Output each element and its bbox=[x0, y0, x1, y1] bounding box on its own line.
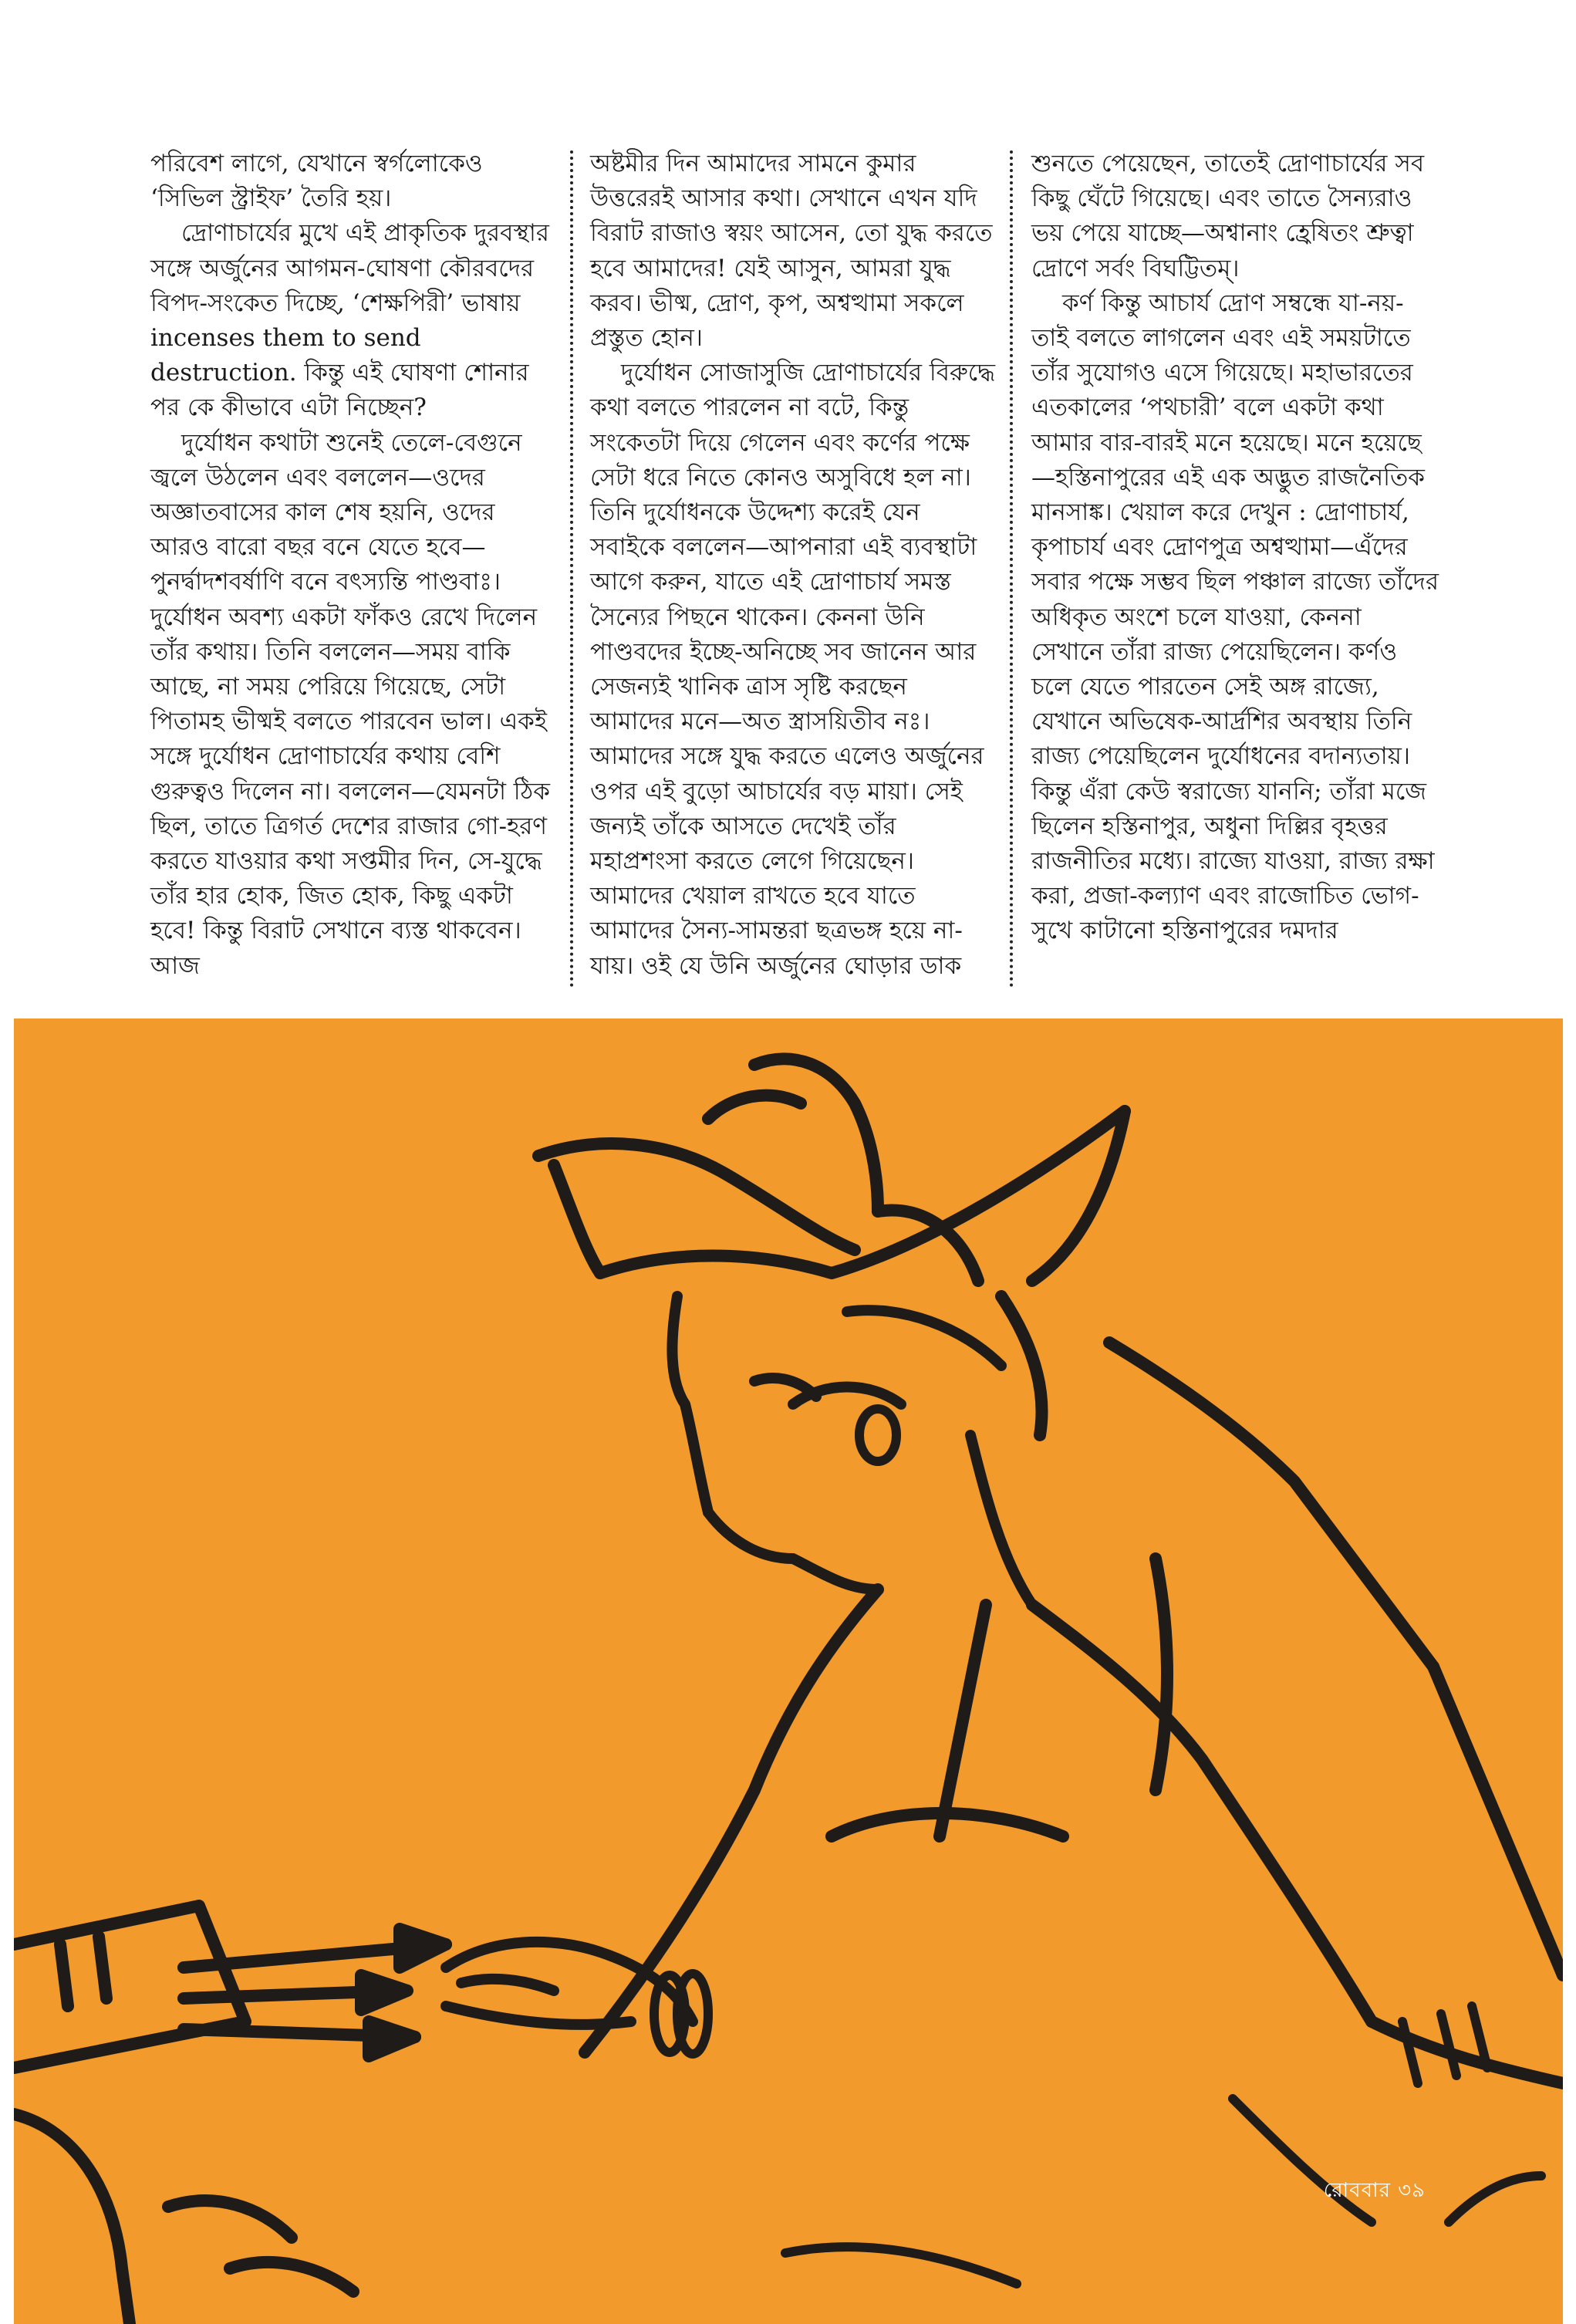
paragraph: শুনতে পেয়েছেন, তাতেই দ্রোণাচার্যের সব কিছু ঘেঁটে গিয়েছে। এবং তাতে সৈন্যরাও ভয় পেয়ে যাচ্ছে—অশ্বানাং হ্রেষিতং শ্রুত্বা দ্রোণে সর্বং বিঘট্টিতম্। bbox=[1031, 150, 1425, 282]
article-column-3 bbox=[1031, 147, 1440, 988]
column-divider bbox=[1010, 150, 1013, 988]
column-divider bbox=[570, 150, 573, 988]
face-drawing bbox=[672, 1296, 1032, 1605]
quiver-drawing bbox=[14, 1906, 446, 2068]
page-number: ৩৯ bbox=[1398, 2179, 1426, 2202]
paragraph: দুর্যোধন সোজাসুজি দ্রোণাচার্যের বিরুদ্ধে কথা বলতে পারলেন না বটে, কিন্তু সংকেতটা দিয়ে গেলেন এবং কর্ণের পক্ষে সেটা ধরে নিতে কোনও অসুবিধে হল না। তিনি দুর্যোধনকে উদ্দেশ্য করেই যেন সবাইকে বললেন—আপনারা এই ব্যবস্থাটা আগে করুন, যাতে এই দ্রোণাচার্য সমস্ত সৈন্যের পিছনে থাকেন। কেননা উনি পাণ্ডবদের ইচ্ছে-অনিচ্ছে সব জানেন আর সেজন্যই খানিক ত্রাস সৃষ্টি করছেন আমাদের মনে—অত স্ত্রাসয়িতীব নঃ। আমাদের সঙ্গে যুদ্ধ করতে এলেও অর্জুনের ওপর এই বুড়ো আচার্যের বড় মায়া। সেই জন্যই তাঁকে আসতে দেখেই তাঁর মহাপ্রশংসা করতে লেগে গিয়েছেন। আমাদের খেয়াল রাখতে হবে যাতে আমাদের সৈন্য-সামন্তরা ছত্রভঙ্গ হয়ে না-যায়। ওই যে উনি অর্জুনের ঘোড়ার ডাক bbox=[590, 359, 995, 980]
paragraph: অষ্টমীর দিন আমাদের সামনে কুমার উত্তরেরই আসার কথা। সেখানে এখন যদি বিরাট রাজাও স্বয়ং আসেন, তো যুদ্ধ করতে হবে আমাদের! যেই আসুন, আমরা যুদ্ধ করব। ভীষ্ম, দ্রোণ, কৃপ, অশ্বত্থামা সকলে প্রস্তুত হোন। bbox=[590, 150, 993, 353]
paragraph: পরিবেশ লাগে, যেখানে স্বর্গলোকেও ‘সিভিল স্ট্রাইফ’ তৈরি হয়। bbox=[150, 150, 483, 213]
article-column-2 bbox=[590, 147, 997, 988]
bow-drawing bbox=[14, 2114, 353, 2324]
body-drawing bbox=[585, 1343, 1563, 2083]
hand-drawing bbox=[446, 1942, 708, 2054]
paragraph: দুর্যোধন কথাটা শুনেই তেলে-বেগুনে জ্বলে উঠলেন এবং বললেন—ওদের অজ্ঞাতবাসের কাল শেষ হয়নি, ওদের আরও বারো বছর বনে যেতে হবে—পুনর্দ্বাদশবর্ষাণি বনে বৎস্যন্তি পাণ্ডবাঃ। দুর্যোধন অবশ্য একটা ফাঁকও রেখে দিলেন তাঁর কথায়। তিনি বললেন—সময় বাকি আছে, না সময় পেরিয়ে গিয়েছে, সেটা পিতামহ ভীষ্মই বলতে পারবেন ভাল। একই সঙ্গে দুর্যোধন দ্রোণাচার্যের কথায় বেশি গুরুত্বও দিলেন না। বললেন—যেমনটা ঠিক ছিল, তাতে ত্রিগর্ত দেশের রাজার গো-হরণ করতে যাওয়ার কথা সপ্তমীর দিন, সে-যুদ্ধে তাঁর হার হোক, জিত হোক, কিছু একটা হবে! কিন্তু বিরাট সেখানে ব্যস্ত থাকবেন। আজ bbox=[150, 428, 550, 980]
headwrap-drawing bbox=[538, 1059, 1125, 1435]
magazine-name: রোববার bbox=[1323, 2179, 1391, 2202]
paragraph: কর্ণ কিন্তু আচার্য দ্রোণ সম্বন্ধে যা-নয়-তাই বলতে লাগলেন এবং এই সময়টাতে তাঁর সুযোগও এসে গিয়েছে। মহাভারতের এতকালের ‘পথচারী’ বলে একটা কথা আমার বার-বারই মনে হয়েছে। মনে হয়েছে—হস্তিনাপুরের এই এক অদ্ভুত রাজনৈতিক মানসাঙ্ক। খেয়াল করে দেখুন : দ্রোণাচার্য, কৃপাচার্য এবং দ্রোণপুত্র অশ্বত্থামা—এঁদের সবার পক্ষে সম্ভব ছিল পঞ্চাল রাজ্যে তাঁদের অধিকৃত অংশে চলে যাওয়া, কেননা সেখানে তাঁরা রাজ্য পেয়েছিলেন। কর্ণও চলে যেতে পারতেন সেই অঙ্গ রাজ্যে, যেখানে অভিষেক-আর্দ্রশির অবস্থায় তিনি রাজ্য পেয়েছিলেন দুর্যোধনের বদান্যতায়। কিন্তু এঁরা কেউ স্বরাজ্যে যাননি; তাঁরা মজে ছিলেন হস্তিনাপুর, অধুনা দিল্লির বৃহত্তর রাজনীতির মধ্যে। রাজ্যে যাওয়া, রাজ্য রক্ষা করা, প্রজা-কল্যাণ এবং রাজোচিত ভোগ-সুখে কাটানো হস্তিনাপুরের দমদার bbox=[1031, 289, 1439, 945]
article-column-1 bbox=[150, 147, 555, 988]
illustration-archer bbox=[14, 1018, 1563, 2324]
paragraph: দ্রোণাচার্যের মুখে এই প্রাকৃতিক দুরবস্থার সঙ্গে অর্জুনের আগমন-ঘোষণা কৌরবদের বিপদ-সংকেত দিচ্ছে, ‘শেক্ষপিরী’ ভাষায় incenses them to send destruction. কিন্তু এই ঘোষণা শোনার পর কে কীভাবে এটা নিচ্ছেন? bbox=[150, 219, 549, 422]
page-folio bbox=[1324, 2174, 1426, 2208]
